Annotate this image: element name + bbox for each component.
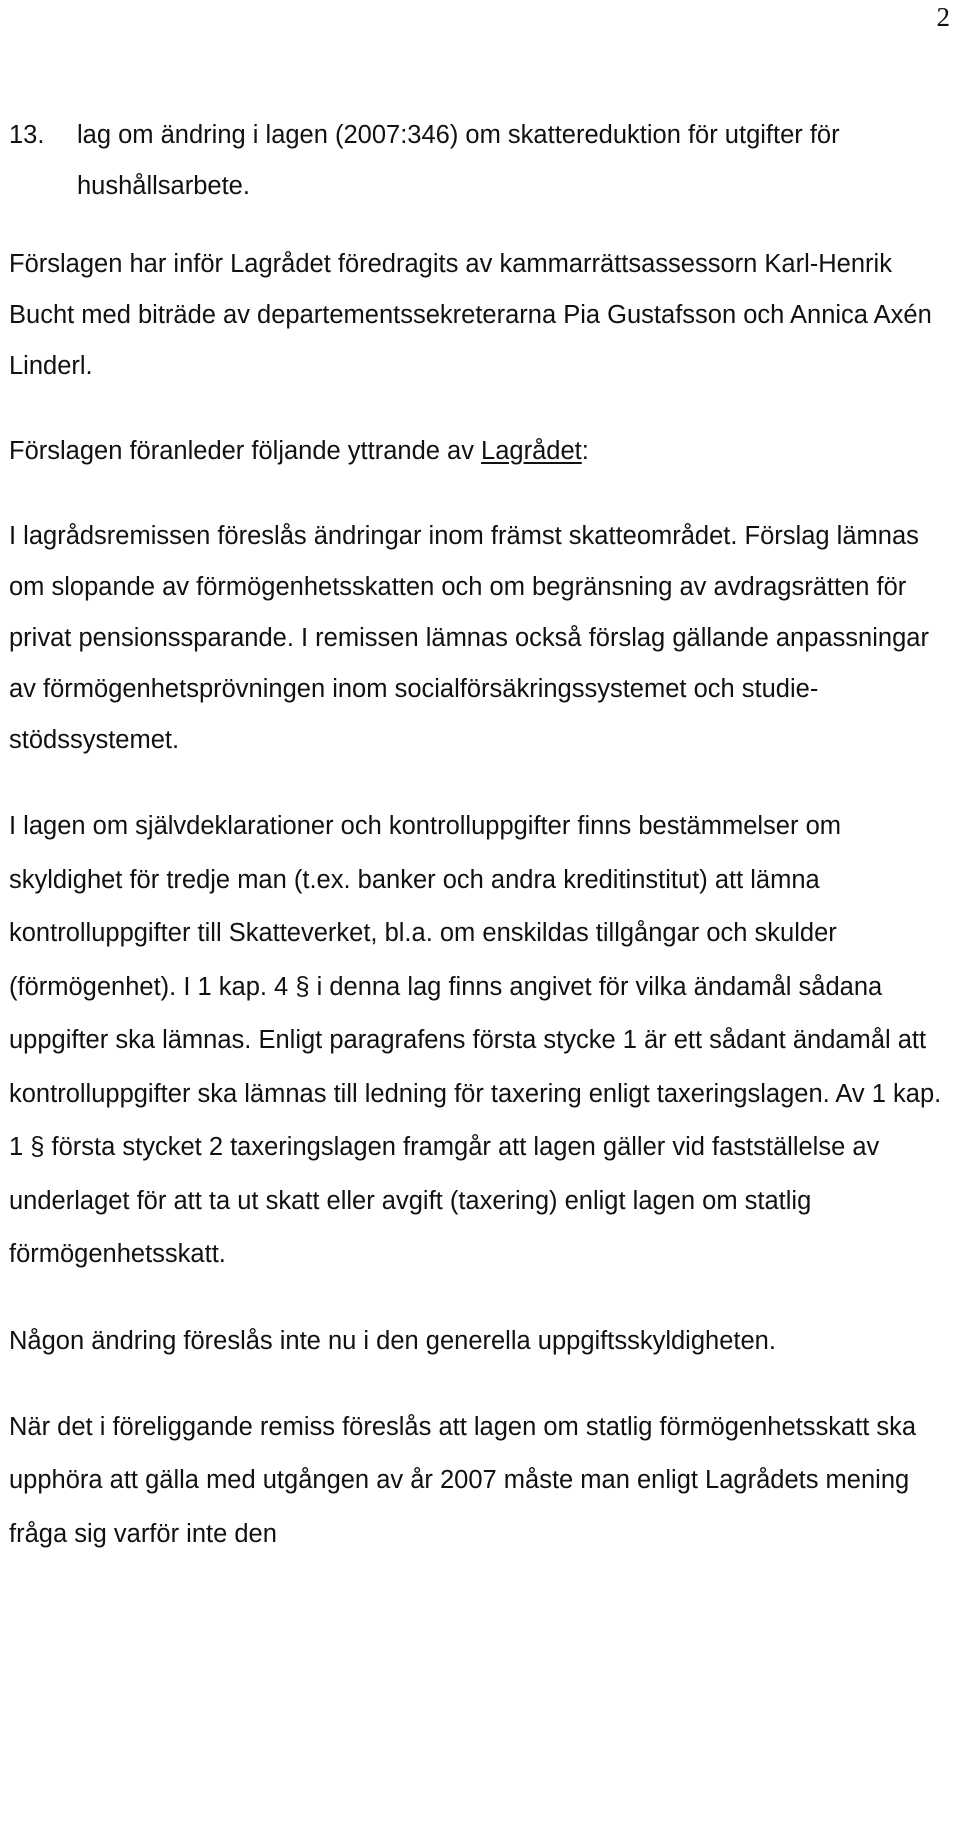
paragraph-no-change: Någon ändring föreslås inte nu i den generella uppgiftsskyldigheten. — [9, 1326, 776, 1355]
list-item-text: lag om ändring i lagen (2007:346) om skattereduktion för utgifter för hushållsarbete. — [77, 121, 840, 200]
paragraph-presentation: Förslagen har inför Lagrådet föredragits av kammarrättsassessorn Karl-Henrik Bucht med biträde av departementssekreterarna Pia Gustafsson och Annica Axén Linderl. — [9, 250, 932, 380]
document-body — [9, 110, 944, 1561]
page-number: 2 — [936, 2, 950, 32]
opinion-intro-text: Förslagen föranleder följande yttrande av — [9, 437, 482, 465]
paragraph-opinion-intro — [9, 426, 944, 477]
paragraph-formogenhetsskatt: När det i föreliggande remiss föreslås att lagen om statlig förmögenhetsskatt ska upphöra att gälla med utgången av år 2007 måste man enligt Lagrådets mening fråga sig varför inte den — [9, 1412, 917, 1548]
lagradet-underlined: Lagrådet — [481, 437, 582, 465]
paragraph-kontrolluppgifter: I lagen om självdeklarationer och kontrolluppgifter finns bestämmelser om skyldighet för tredje man (t.ex. banker och andra kreditinstitut) att lämna kontrolluppgifter till Skatteverket, bl.a. om enskildas tillgångar och skulder (förmögenhet). I 1 kap. 4 § i denna lag finns angivet för vilka ändamål sådana uppgifter ska lämnas. Enligt paragrafens första stycke 1 är ett sådant ändamål att kontrolluppgifter ska lämnas till ledning för taxering enligt taxeringslagen. Av 1 kap. 1 § första stycket 2 taxeringslagen framgår att lagen gäller vid fastställelse av underlaget för att ta ut skatt eller avgift (taxering) enligt lagen om statlig förmögenhetsskatt. — [9, 812, 942, 1268]
opinion-intro-colon: : — [581, 437, 589, 465]
paragraph-remiss-summary: I lagrådsremissen föreslås ändringar inom främst skatteområdet. Förslag lämnas om slopande av förmögenhetsskatten och om begränsning av avdragsrätten för privat pensionssparande. I remissen lämnas också förslag gällande anpassningar av förmögenhetsprövningen inom socialförsäkringssystemet och studiestödssystemet. — [9, 522, 929, 754]
list-item — [9, 110, 944, 212]
list-item-number: 13. — [9, 121, 45, 149]
